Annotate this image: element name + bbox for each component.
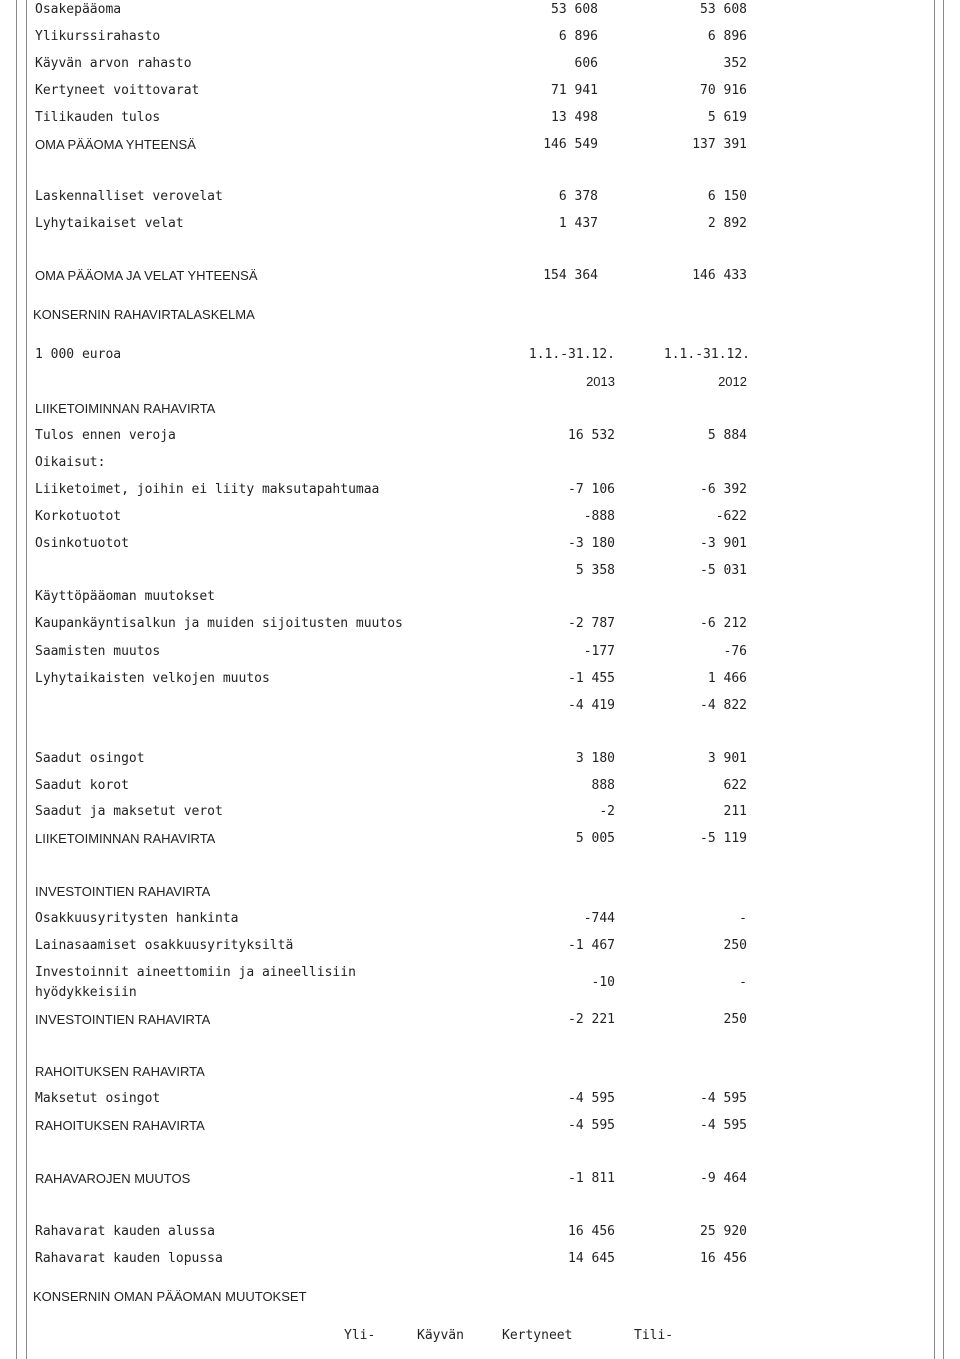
value-2013: 13 498 [551, 110, 598, 125]
cashflow-row [0, 643, 960, 661]
row-label: Rahavarat kauden lopussa [35, 1251, 223, 1266]
cashflow-row [0, 1090, 960, 1108]
cashflow-row [0, 1250, 960, 1268]
value-2012: 137 391 [692, 137, 747, 152]
value-2013: 5 005 [575, 831, 615, 846]
row-label: Osakkuusyritysten hankinta [35, 911, 239, 926]
cashflow-row [0, 588, 960, 606]
value-2012: 3 901 [707, 751, 747, 766]
section-total-row [0, 1011, 960, 1029]
value-2013: 146 549 [543, 137, 598, 152]
row-label: Saadut ja maksetut verot [35, 804, 223, 819]
column-head: Kertyneet [502, 1328, 573, 1343]
section-heading-row [0, 1063, 960, 1081]
value-2013: 16 456 [568, 1224, 615, 1239]
row-label: INVESTOINTIEN RAHAVIRTA [35, 884, 211, 899]
value-2012: -5 031 [700, 563, 747, 578]
value-2012: - [739, 975, 747, 990]
balance-row [0, 1, 960, 19]
row-label: Lyhytaikaiset velat [35, 216, 184, 231]
period-2013: 1.1.-31.12. [528, 347, 615, 362]
value-2013: 6 896 [558, 29, 598, 44]
value-2012: 1 466 [707, 671, 747, 686]
balance-row [0, 109, 960, 127]
balance-total-row [0, 136, 960, 154]
column-head: Käyvän [417, 1328, 464, 1343]
column-head: Tili- [634, 1328, 674, 1343]
value-2012: -4 822 [700, 698, 747, 713]
value-2012: 70 916 [700, 83, 747, 98]
column-head: Yli- [344, 1328, 376, 1343]
value-2013: -4 595 [568, 1091, 615, 1106]
value-2013: -1 455 [568, 671, 615, 686]
value-2013: 154 364 [543, 268, 598, 283]
value-2013: -4 595 [568, 1118, 615, 1133]
section-total-row [0, 1117, 960, 1135]
row-label: Maksetut osingot [35, 1091, 161, 1106]
value-2012: 5 884 [707, 428, 747, 443]
row-label: Tilikauden tulos [35, 110, 161, 125]
cashflow-row [0, 615, 960, 633]
row-label: Ylikurssirahasto [35, 29, 161, 44]
value-2013: 71 941 [551, 83, 598, 98]
value-2013: -2 [599, 804, 615, 819]
row-label: RAHAVAROJEN MUUTOS [35, 1171, 191, 1186]
value-2013: -4 419 [568, 698, 615, 713]
row-label: Käyttöpääoman muutokset [35, 589, 216, 604]
cashflow-row [0, 508, 960, 526]
value-2012: -4 595 [700, 1118, 747, 1133]
cashflow-row [0, 454, 960, 472]
row-label: Osakepääoma [35, 2, 122, 17]
row-label: Osinkotuotot [35, 536, 129, 551]
year-2012: 2012 [718, 374, 747, 389]
row-label: Rahavarat kauden alussa [35, 1224, 216, 1239]
value-2012: 16 456 [700, 1251, 747, 1266]
section-heading-row [0, 883, 960, 901]
value-2013: -2 787 [568, 616, 615, 631]
row-label: Saamisten muutos [35, 644, 161, 659]
row-label: Saadut korot [35, 778, 129, 793]
cashflow-row [0, 1223, 960, 1241]
period-2012: 1.1.-31.12. [663, 347, 750, 362]
equity-changes-title: KONSERNIN OMAN PÄÄOMAN MUUTOKSET [33, 1289, 307, 1304]
row-label: Kertyneet voittovarat [35, 83, 200, 98]
value-2012: 6 150 [707, 189, 747, 204]
value-2013: -2 221 [568, 1012, 615, 1027]
section-total-row [0, 1170, 960, 1188]
cashflow-year-row [0, 373, 960, 391]
row-label: Kaupankäyntisalkun ja muiden sijoitusten muutos [35, 616, 403, 631]
unit-label: 1 000 euroa [35, 347, 122, 362]
equity-column-heads [0, 1327, 960, 1345]
value-2012: 352 [723, 56, 747, 71]
row-label: Laskennalliset verovelat [35, 189, 223, 204]
row-label: RAHOITUKSEN RAHAVIRTA [35, 1118, 205, 1133]
balance-total-row [0, 267, 960, 285]
value-2012: 250 [723, 938, 747, 953]
row-label: Liiketoimet, joihin ei liity maksutapahtumaa [35, 482, 380, 497]
value-2012: - [739, 911, 747, 926]
value-2013: 606 [574, 56, 598, 71]
row-label: Tulos ennen veroja [35, 428, 176, 443]
row-label: OMA PÄÄOMA YHTEENSÄ [35, 137, 196, 152]
value-2012: -6 392 [700, 482, 747, 497]
cashflow-row [0, 910, 960, 928]
row-label: INVESTOINTIEN RAHAVIRTA [35, 1012, 211, 1027]
value-2013: 6 378 [558, 189, 598, 204]
value-2013: -1 811 [568, 1171, 615, 1186]
row-label: Lyhytaikaisten velkojen muutos [35, 671, 270, 686]
row-label: LIIKETOIMINNAN RAHAVIRTA [35, 401, 216, 416]
value-2012: 25 920 [700, 1224, 747, 1239]
subtotal-row [0, 562, 960, 580]
value-2013: 3 180 [575, 751, 615, 766]
row-label-line-2: hyödykkeisiin [35, 985, 137, 1000]
value-2012: 6 896 [707, 29, 747, 44]
cashflow-header-row [0, 346, 960, 364]
cashflow-row [0, 750, 960, 768]
row-label: Lainasaamiset osakkuusyrityksiltä [35, 938, 294, 953]
row-label: Saadut osingot [35, 751, 145, 766]
balance-row [0, 55, 960, 73]
value-2012: -9 464 [700, 1171, 747, 1186]
value-2012: 2 892 [707, 216, 747, 231]
cashflow-row [0, 937, 960, 955]
value-2013: -7 106 [568, 482, 615, 497]
section-heading-row [0, 400, 960, 418]
cashflow-row [0, 481, 960, 499]
row-label: Oikaisut: [35, 455, 106, 470]
row-label: RAHOITUKSEN RAHAVIRTA [35, 1064, 205, 1079]
row-label: Korkotuotot [35, 509, 122, 524]
value-2012: 250 [723, 1012, 747, 1027]
value-2012: -4 595 [700, 1091, 747, 1106]
value-2012: 211 [723, 804, 747, 819]
value-2013: -744 [583, 911, 615, 926]
year-2013: 2013 [586, 374, 615, 389]
section-total-row [0, 830, 960, 848]
value-2013: -888 [583, 509, 615, 524]
value-2013: -1 467 [568, 938, 615, 953]
value-2013: 1 437 [558, 216, 598, 231]
subtotal-row [0, 697, 960, 715]
cashflow-row [0, 427, 960, 445]
balance-row [0, 28, 960, 46]
cashflow-row [0, 670, 960, 688]
cashflow-title: KONSERNIN RAHAVIRTALASKELMA [33, 307, 255, 322]
row-label: LIIKETOIMINNAN RAHAVIRTA [35, 831, 216, 846]
value-2013: -177 [583, 644, 615, 659]
value-2013: 16 532 [568, 428, 615, 443]
value-2012: -622 [715, 509, 747, 524]
value-2012: -5 119 [700, 831, 747, 846]
cashflow-row [0, 964, 960, 1002]
row-label: OMA PÄÄOMA JA VELAT YHTEENSÄ [35, 268, 258, 283]
balance-row [0, 215, 960, 233]
balance-row [0, 188, 960, 206]
value-2013: 5 358 [575, 563, 615, 578]
value-2012: -6 212 [700, 616, 747, 631]
row-label: Käyvän arvon rahasto [35, 56, 192, 71]
value-2013: 14 645 [568, 1251, 615, 1266]
value-2012: -3 901 [700, 536, 747, 551]
row-label-line-1: Investoinnit aineettomiin ja aineellisiin [35, 965, 356, 980]
value-2013: -10 [591, 975, 615, 990]
value-2012: 5 619 [707, 110, 747, 125]
value-2012: 53 608 [700, 2, 747, 17]
value-2012: -76 [723, 644, 747, 659]
cashflow-row [0, 777, 960, 795]
cashflow-row [0, 535, 960, 553]
balance-row [0, 82, 960, 100]
value-2012: 146 433 [692, 268, 747, 283]
value-2012: 622 [723, 778, 747, 793]
cashflow-row [0, 803, 960, 821]
value-2013: -3 180 [568, 536, 615, 551]
value-2013: 888 [591, 778, 615, 793]
value-2013: 53 608 [551, 2, 598, 17]
